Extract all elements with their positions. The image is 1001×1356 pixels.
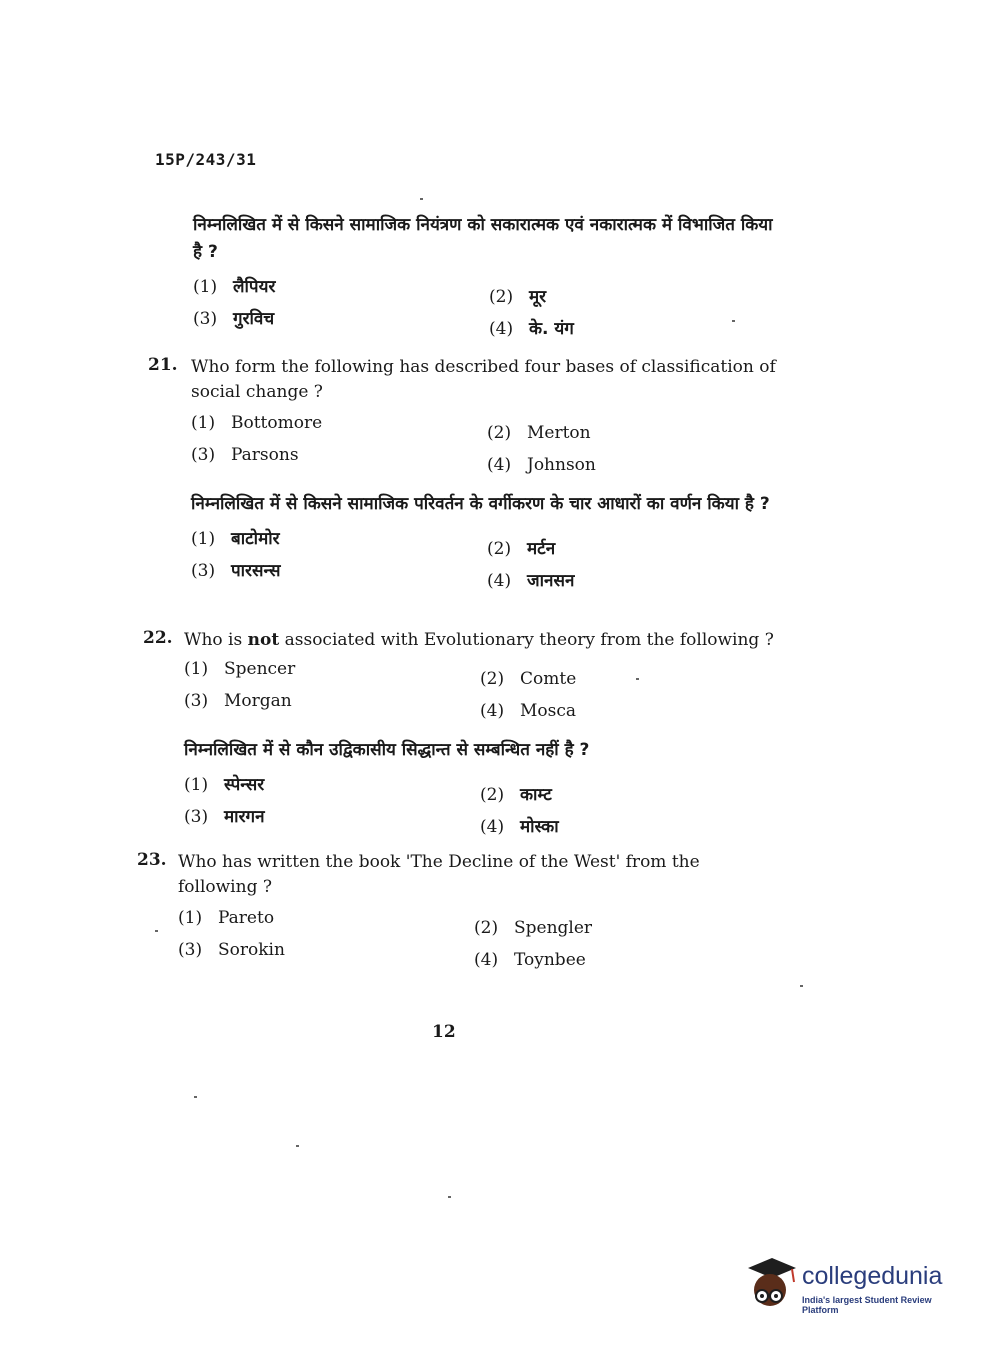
option-1: (1) Spencer: [184, 659, 296, 679]
question-23: [137, 850, 768, 974]
scan-speck: [448, 1196, 451, 1198]
option-1: (1) Bottomore: [191, 413, 323, 433]
question-number: 23.: [137, 850, 167, 870]
option-4: (4) के. यंग: [489, 319, 574, 339]
scan-speck: [194, 1096, 197, 1098]
question-text: Who is not associated with Evolutionary theory from the following ?: [184, 630, 774, 650]
scan-speck: [732, 320, 735, 322]
question-text: Who form the following has described four bases of classification of social change ?: [191, 357, 776, 402]
option-1: (1) बाटोमोर: [191, 529, 280, 549]
question-number: 21.: [148, 355, 178, 375]
question-text-hindi: निम्नलिखित में से किसने सामाजिक नियंत्रण को सकारात्मक एवं नकारात्मक में विभाजित किया है ?: [193, 215, 773, 262]
options-hindi: [184, 772, 784, 838]
brand-tagline: India's largest Student Review Platform: [802, 1295, 932, 1315]
option-3: (3) पारसन्स: [191, 561, 281, 581]
scan-speck: [420, 198, 423, 200]
scan-speck: [155, 930, 158, 932]
option-2: (2) मूर: [489, 287, 547, 307]
question-22: [143, 628, 784, 838]
option-4: (4) जानसन: [487, 571, 575, 591]
option-3: (3) मारगन: [184, 807, 265, 827]
scan-speck: [636, 678, 639, 680]
scan-speck: [296, 1145, 299, 1147]
question-text-hindi: निम्नलिखित में से कौन उद्विकासीय सिद्धान्त से सम्बन्धित नहीं है ?: [184, 740, 590, 760]
paper-code: 15P/243/31: [155, 150, 257, 169]
options: [191, 413, 781, 479]
option-4: (4) मोस्का: [480, 817, 559, 837]
option-1: (1) स्पेन्सर: [184, 775, 265, 795]
options-hindi: [191, 526, 781, 592]
collegedunia-watermark: [742, 1254, 967, 1316]
option-2: (2) Comte: [480, 669, 577, 689]
page-number: 12: [432, 1022, 456, 1042]
options: [178, 908, 768, 974]
option-1: (1) Pareto: [178, 908, 275, 928]
question-21: [148, 355, 781, 592]
option-2: (2) Merton: [487, 423, 591, 443]
options: [193, 274, 783, 340]
option-2: (2) मर्टन: [487, 539, 556, 559]
scan-speck: [800, 985, 803, 987]
option-3: (3) गुरविच: [193, 309, 275, 329]
option-3: (3) Parsons: [191, 445, 299, 465]
options: [184, 659, 784, 725]
question-text: Who has written the book 'The Decline of the West' from the following ?: [178, 852, 700, 897]
option-4: (4) Mosca: [480, 701, 577, 721]
question-20-hindi: [193, 212, 783, 340]
mascot-icon: [742, 1254, 798, 1316]
option-2: (2) काम्ट: [480, 785, 552, 805]
brand-name: collegedunia: [802, 1262, 943, 1290]
option-4: (4) Johnson: [487, 455, 596, 475]
option-1: (1) लैपियर: [193, 277, 276, 297]
question-number: 22.: [143, 628, 173, 648]
option-3: (3) Sorokin: [178, 940, 285, 960]
question-text-hindi: निम्नलिखित में से किसने सामाजिक परिवर्तन के वर्गीकरण के चार आधारों का वर्णन किया है ?: [191, 494, 770, 514]
option-2: (2) Spengler: [474, 918, 593, 938]
option-3: (3) Morgan: [184, 691, 292, 711]
option-4: (4) Toynbee: [474, 950, 586, 970]
